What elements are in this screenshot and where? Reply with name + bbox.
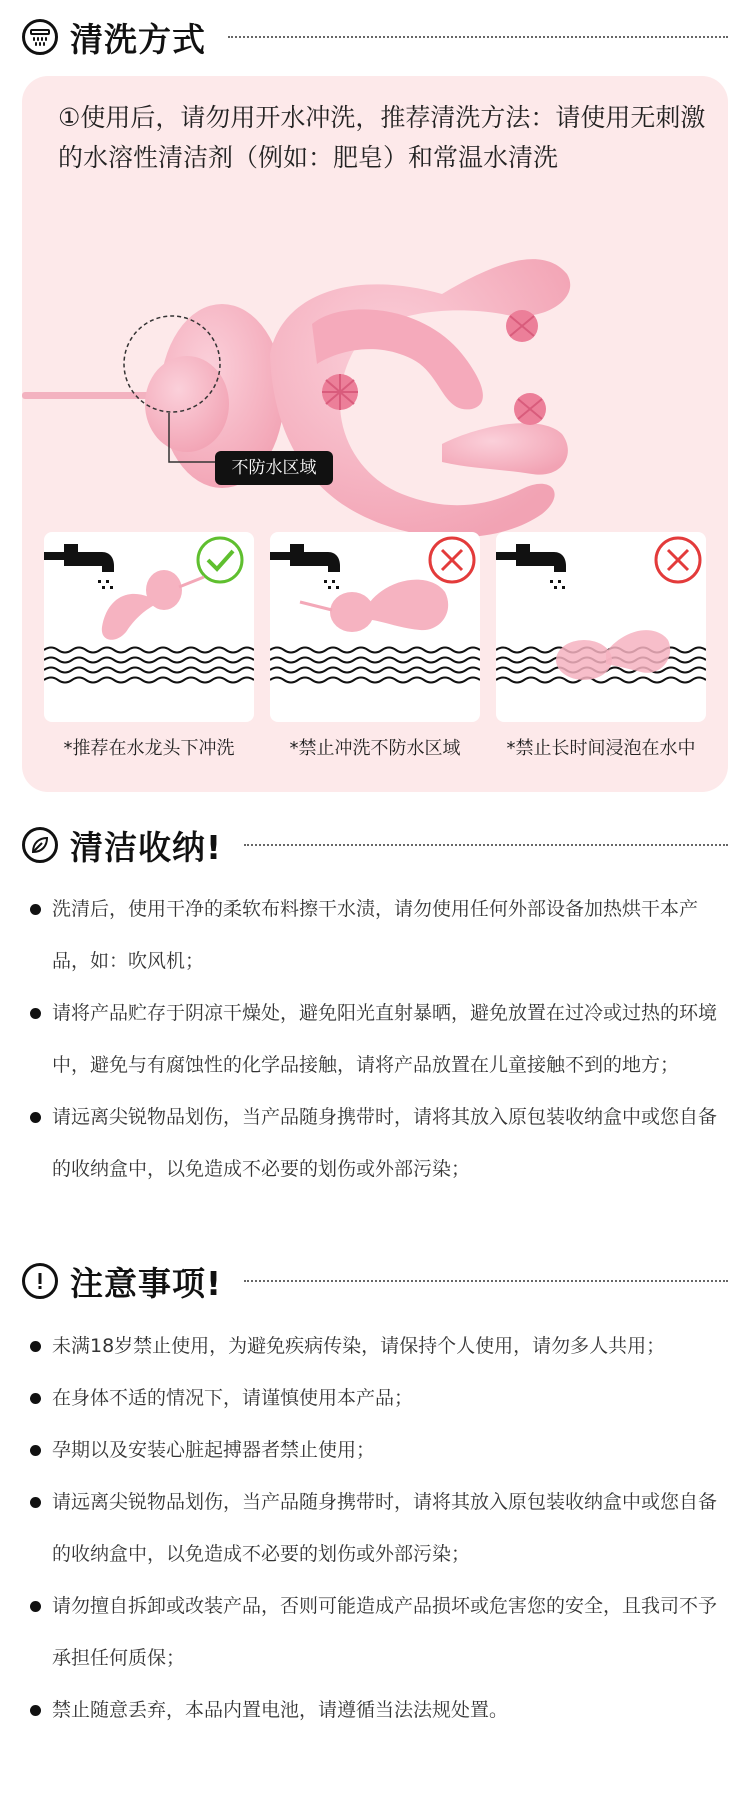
leaf-icon [22, 827, 58, 863]
panel-caption: *推荐在水龙头下冲洗 [63, 738, 235, 759]
notes-section-title: 注意事项! [70, 1263, 223, 1303]
list-item: 请远离尖锐物品划伤，当产品随身携带时，请将其放入原包装收纳盒中或您自备的收纳盒中，以免造成不必要的划伤或外部污染； [30, 1476, 728, 1580]
faucet-icon [270, 544, 340, 589]
panel-caption: *禁止冲洗不防水区域 [289, 738, 461, 759]
clean-section-header [22, 822, 728, 868]
panel-no-rinse-nonwaterproof [270, 532, 480, 722]
list-item: 请将产品贮存于阴凉干燥处，避免阳光直射暴晒，避免放置在过冷或过热的环境中，避免与有腐蚀性的化学品接触，请将产品放置在儿童接触不到的地方； [30, 987, 728, 1091]
non-waterproof-label: 不防水区域 [215, 451, 333, 485]
clean-section-title: 清洁收纳! [70, 827, 223, 867]
faucet-icon [496, 544, 566, 589]
notes-list [30, 1320, 728, 1736]
exclamation-icon [22, 1263, 58, 1299]
wash-description: ①使用后，请勿用开水冲洗，推荐清洗方法：请使用无刺激的水溶性清洁剂（例如：肥皂）和常温水清洗 [58, 103, 706, 172]
header-divider [228, 36, 728, 38]
header-divider [244, 1280, 728, 1282]
panel-caption: *禁止长时间浸泡在水中 [506, 738, 696, 759]
wash-card [22, 76, 728, 792]
panel-rinse-under-tap [44, 532, 254, 722]
list-item: 禁止随意丢弃，本品内置电池，请遵循当法法规处置。 [30, 1684, 728, 1736]
clean-list [30, 883, 728, 1195]
wash-section-title: 清洗方式 [70, 19, 206, 59]
faucet-icon [44, 544, 114, 589]
header-divider [244, 844, 728, 846]
panel-no-soaking [496, 532, 706, 722]
list-item: 请勿擅自拆卸或改装产品，否则可能造成产品损坏或危害您的安全，且我司不予承担任何质保； [30, 1580, 728, 1684]
list-item: 孕期以及安装心脏起搏器者禁止使用； [30, 1424, 728, 1476]
list-item: 未满18岁禁止使用，为避免疾病传染，请保持个人使用，请勿多人共用； [30, 1320, 728, 1372]
list-item: 请远离尖锐物品划伤，当产品随身携带时，请将其放入原包装收纳盒中或您自备的收纳盒中，以免造成不必要的划伤或外部污染； [30, 1091, 728, 1195]
list-item: 洗清后，使用干净的柔软布料擦干水渍，请勿使用任何外部设备加热烘干本产品，如：吹风机； [30, 883, 728, 987]
shower-icon [22, 19, 58, 55]
list-item: 在身体不适的情况下，请谨慎使用本产品； [30, 1372, 728, 1424]
notes-section-header [22, 1258, 728, 1304]
product-illustration [22, 204, 728, 579]
wash-section-header [22, 14, 728, 60]
